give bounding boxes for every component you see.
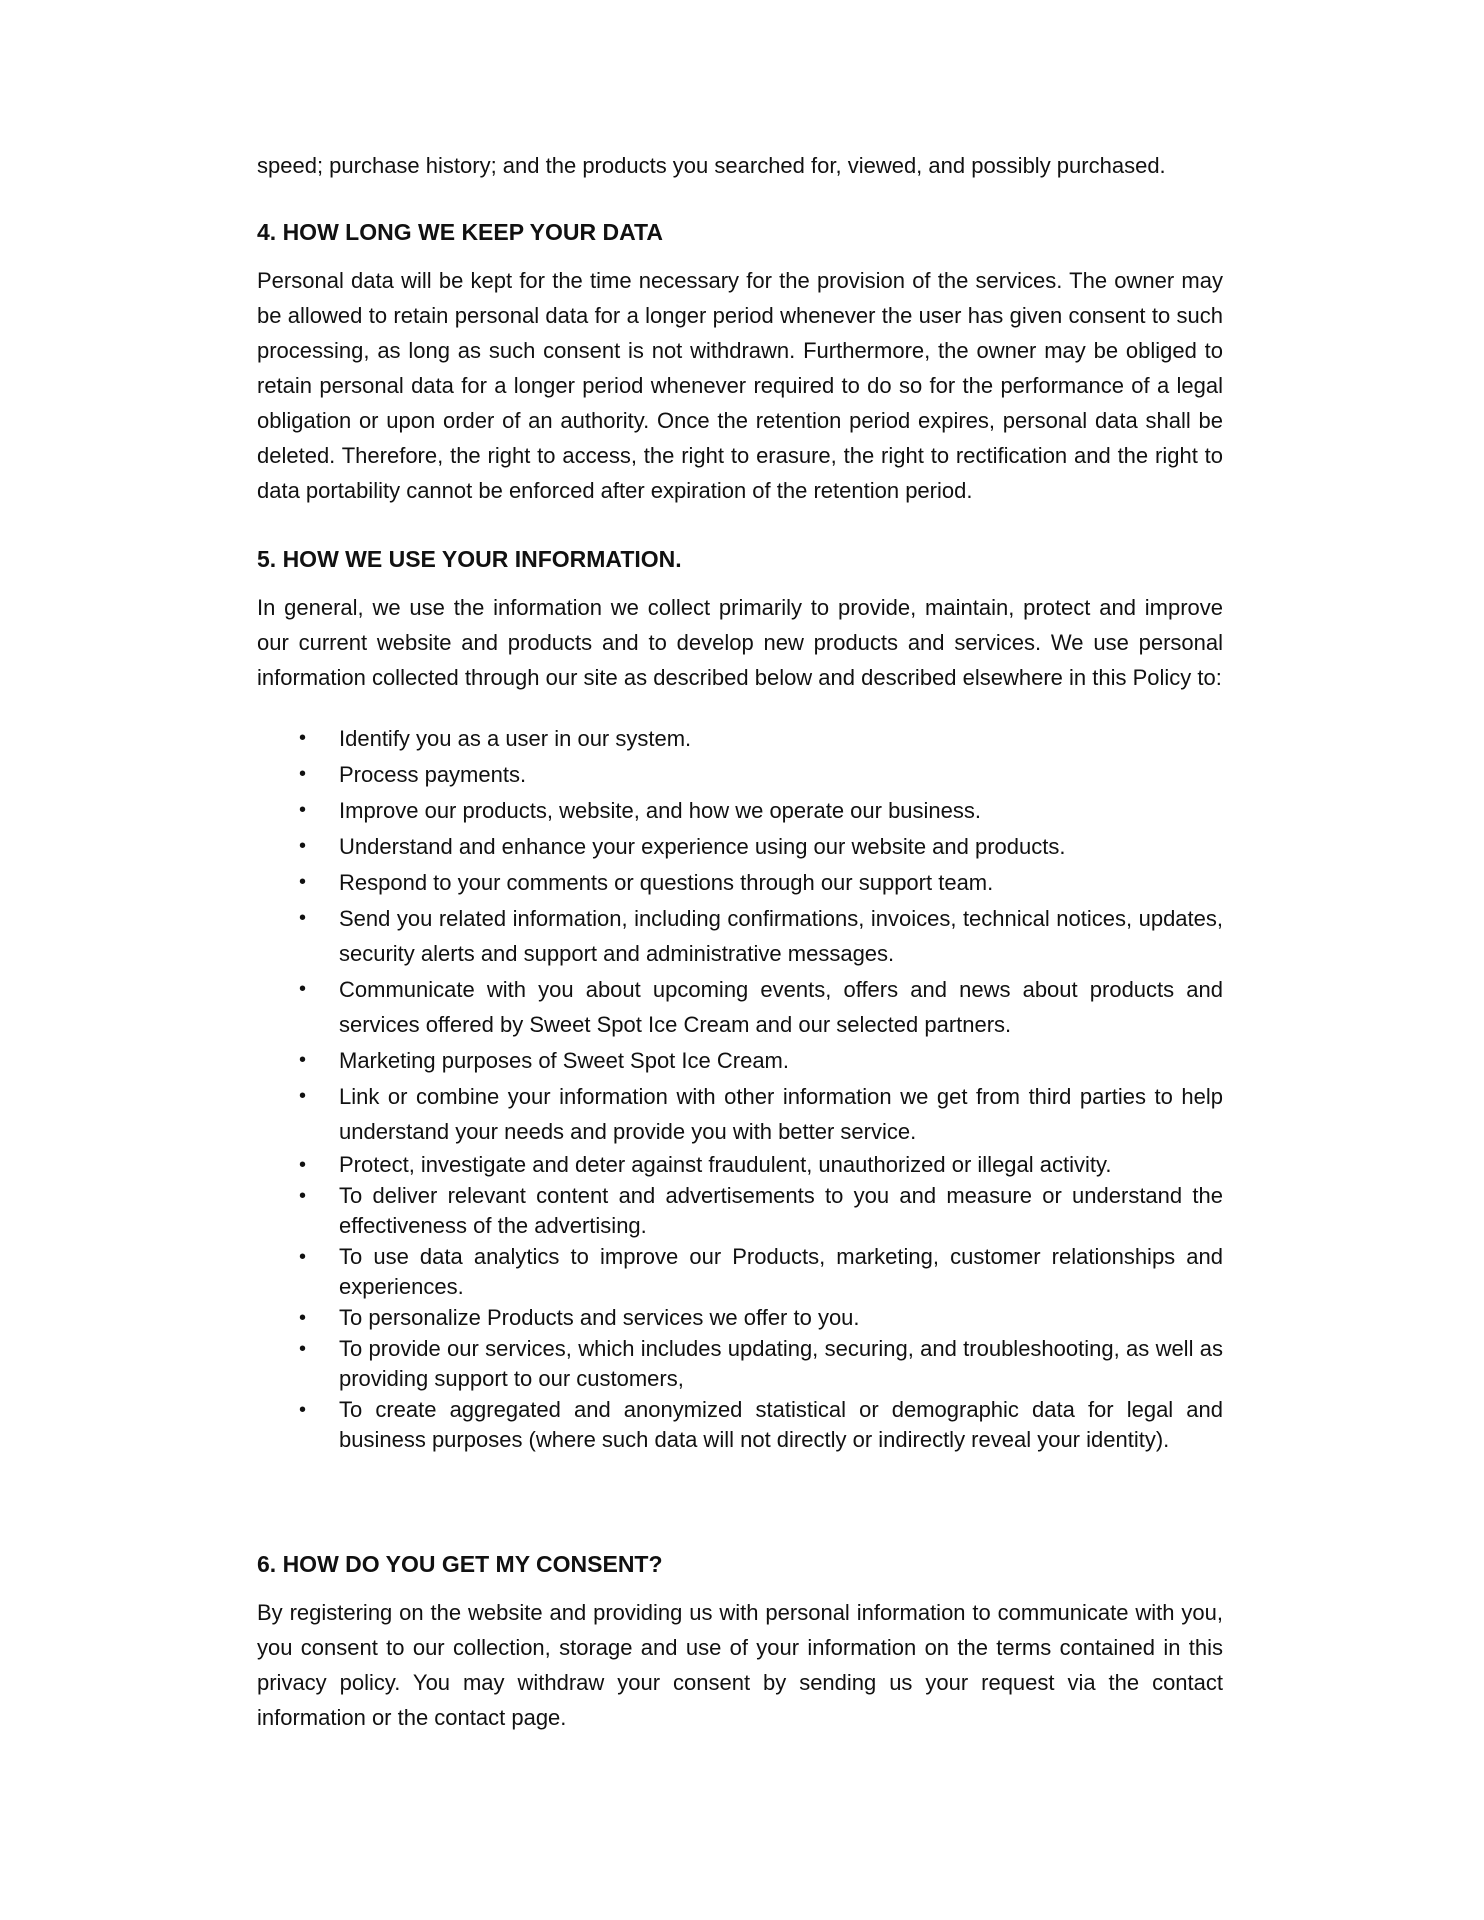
bullet-icon: • — [299, 1185, 307, 1207]
lead-paragraph: speed; purchase history; and the products you searched for, viewed, and possibly purchased. — [257, 153, 1166, 178]
bullet-icon: • — [299, 871, 307, 893]
list-item: • Identify you as a user in our system. — [257, 721, 1223, 756]
bullet-icon: • — [299, 727, 307, 749]
section-heading-use-of-information: 5. HOW WE USE YOUR INFORMATION. — [257, 546, 682, 572]
section-consent — [257, 1549, 1223, 1735]
bullet-icon: • — [299, 1399, 307, 1421]
list-item: • To use data analytics to improve our Products, marketing, customer relationships and experiences. — [299, 1244, 1223, 1299]
list-item: • Send you related information, including confirmations, invoices, technical notices, updates, security alerts and support and administrative messages. — [257, 901, 1223, 971]
bullet-icon: • — [299, 799, 307, 821]
section-use-of-information — [257, 544, 1223, 1455]
section-data-retention — [257, 217, 1223, 508]
list-item: • To provide our services, which includes updating, securing, and troubleshooting, as well as providing support to our customers, — [299, 1336, 1223, 1391]
section-heading-data-retention: 4. HOW LONG WE KEEP YOUR DATA — [257, 219, 663, 245]
list-item: • To personalize Products and services we offer to you. — [257, 1303, 1223, 1333]
section-heading-consent: 6. HOW DO YOU GET MY CONSENT? — [257, 1551, 663, 1577]
list-item: • Understand and enhance your experience using our website and products. — [257, 829, 1223, 864]
bullet-icon: • — [299, 763, 307, 785]
list-item: • Communicate with you about upcoming events, offers and news about products and services offered by Sweet Spot Ice Cream and our selected partners. — [257, 972, 1223, 1042]
section-spacer — [257, 1491, 1223, 1549]
list-item: • Improve our products, website, and how we operate our business. — [257, 793, 1223, 828]
bullet-icon: • — [299, 835, 307, 857]
use-purposes-list — [257, 721, 1223, 1455]
list-item: • To create aggregated and anonymized statistical or demographic data for legal and business purposes (where such data will not directly or indirectly reveal your identity). — [299, 1397, 1223, 1452]
list-item: • To deliver relevant content and advertisements to you and measure or understand the effectiveness of the advertising. — [299, 1183, 1223, 1238]
section-body-use-of-information: In general, we use the information we collect primarily to provide, maintain, protect and improve our current website and products and to develop new products and services. We use personal information collected through our site as described below and described elsewhere in this Policy to: — [257, 595, 1223, 690]
list-item: • Respond to your comments or questions through our support team. — [257, 865, 1223, 900]
bullet-icon: • — [299, 1154, 307, 1176]
list-item: • Link or combine your information with other information we get from third parties to help understand your needs and provide you with better service. — [257, 1079, 1223, 1149]
bullet-icon: • — [299, 907, 307, 929]
list-item: • Protect, investigate and deter against fraudulent, unauthorized or illegal activity. — [257, 1150, 1223, 1180]
bullet-icon: • — [299, 1338, 307, 1360]
bullet-icon: • — [299, 1049, 307, 1071]
section-body-data-retention: Personal data will be kept for the time necessary for the provision of the services. The owner may be allowed to retain personal data for a longer period whenever the user has given consent to such processing, as long as such consent is not withdrawn. Furthermore, the owner may be obliged to retain personal data for a longer period whenever required to do so for the performance of a legal obligation or upon order of an authority. Once the retention period expires, personal data shall be deleted. Therefore, the right to access, the right to erasure, the right to rectification and the right to data portability cannot be enforced after expiration of the retention period. — [257, 268, 1223, 503]
bullet-icon: • — [299, 978, 307, 1000]
bullet-icon: • — [299, 1085, 307, 1107]
bullet-icon: • — [299, 1246, 307, 1268]
document-page — [257, 148, 1223, 1771]
list-item: • Process payments. — [257, 757, 1223, 792]
section-body-consent: By registering on the website and providing us with personal information to communicate with you, you consent to our collection, storage and use of your information on the terms contained in this privacy policy. You may withdraw your consent by sending us your request via the contact information or the contact page. — [257, 1600, 1223, 1730]
bullet-icon: • — [299, 1307, 307, 1329]
list-item: • Marketing purposes of Sweet Spot Ice Cream. — [257, 1043, 1223, 1078]
